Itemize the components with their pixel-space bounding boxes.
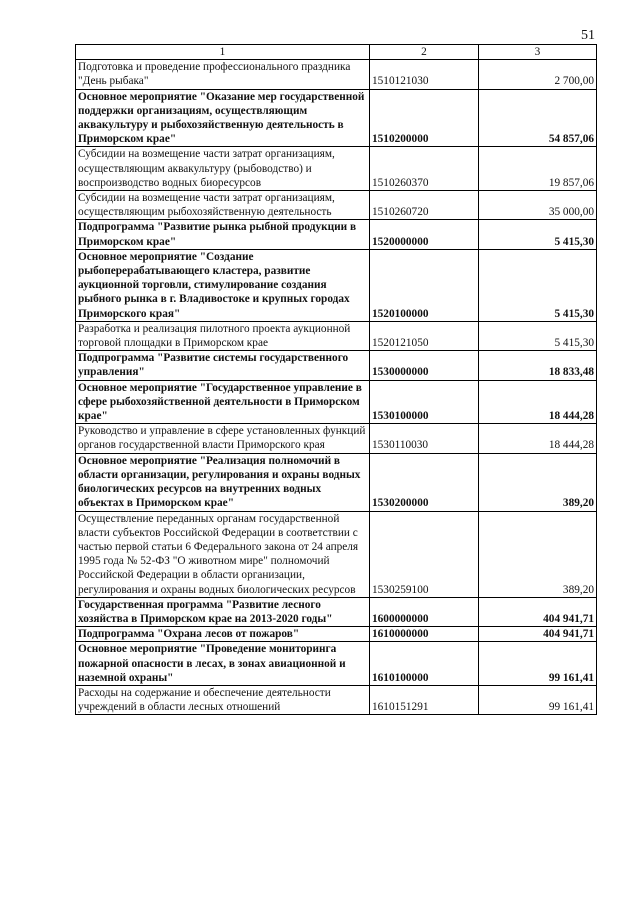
row-code-cell: 1510200000: [370, 89, 479, 147]
table-row: [76, 60, 597, 89]
row-name-cell: Основное мероприятие "Оказание мер государственной поддержки организациям, осуществляющим аквакультуру и рыбохозяйственную деятельность в Приморском крае": [76, 89, 370, 147]
row-code-cell: 1610100000: [370, 642, 479, 686]
row-code-cell: 1520000000: [370, 220, 479, 249]
row-amount-cell: 404 941,71: [479, 597, 597, 626]
row-name-cell: Разработка и реализация пилотного проекта аукционной торговой площадки в Приморском крае: [76, 321, 370, 350]
row-code-cell: 1510260370: [370, 147, 479, 191]
table-row: [76, 249, 597, 321]
table-row: [76, 220, 597, 249]
row-name-cell: Подпрограмма "Развитие рынка рыбной продукции в Приморском крае": [76, 220, 370, 249]
table-row: [76, 424, 597, 453]
row-amount-cell: 5 415,30: [479, 249, 597, 321]
table-row: [76, 321, 597, 350]
row-name-cell: Расходы на содержание и обеспечение деятельности учреждений в области лесных отношений: [76, 685, 370, 714]
row-amount-cell: 5 415,30: [479, 321, 597, 350]
row-amount-cell: 99 161,41: [479, 685, 597, 714]
column-header-2: 2: [370, 45, 479, 60]
row-amount-cell: 19 857,06: [479, 147, 597, 191]
row-code-cell: 1510260720: [370, 191, 479, 220]
table-header-row: [76, 45, 597, 60]
table-row: [76, 89, 597, 147]
row-amount-cell: 18 444,28: [479, 424, 597, 453]
row-name-cell: Основное мероприятие "Реализация полномочий в области организации, регулирования и охраны водных биологических ресурсов на внутренних водных объектах в Приморском крае": [76, 453, 370, 511]
row-amount-cell: 389,20: [479, 453, 597, 511]
row-code-cell: 1610000000: [370, 627, 479, 642]
row-amount-cell: 35 000,00: [479, 191, 597, 220]
page-number: 51: [581, 28, 595, 43]
row-name-cell: Руководство и управление в сфере установленных функций органов государственной власти Приморского края: [76, 424, 370, 453]
table-row: [76, 453, 597, 511]
row-amount-cell: 18 833,48: [479, 351, 597, 380]
budget-table: [75, 44, 597, 715]
row-code-cell: 1530259100: [370, 511, 479, 597]
table-row: [76, 642, 597, 686]
table-row: [76, 147, 597, 191]
table-row: [76, 351, 597, 380]
row-amount-cell: 18 444,28: [479, 380, 597, 424]
column-header-1: 1: [76, 45, 370, 60]
table-row: [76, 191, 597, 220]
row-code-cell: 1520121050: [370, 321, 479, 350]
row-name-cell: Подпрограмма "Развитие системы государственного управления": [76, 351, 370, 380]
row-name-cell: Подготовка и проведение профессионального праздника "День рыбака": [76, 60, 370, 89]
row-code-cell: 1600000000: [370, 597, 479, 626]
row-amount-cell: 2 700,00: [479, 60, 597, 89]
row-code-cell: 1530200000: [370, 453, 479, 511]
row-code-cell: 1530100000: [370, 380, 479, 424]
row-name-cell: Основное мероприятие "Государственное управление в сфере рыбохозяйственной деятельности в Приморском крае": [76, 380, 370, 424]
row-name-cell: Подпрограмма "Охрана лесов от пожаров": [76, 627, 370, 642]
row-code-cell: 1530110030: [370, 424, 479, 453]
row-amount-cell: 5 415,30: [479, 220, 597, 249]
row-amount-cell: 389,20: [479, 511, 597, 597]
row-code-cell: 1530000000: [370, 351, 479, 380]
table-row: [76, 597, 597, 626]
row-amount-cell: 54 857,06: [479, 89, 597, 147]
row-name-cell: Субсидии на возмещение части затрат организациям, осуществляющим рыбохозяйственную деятельность: [76, 191, 370, 220]
row-code-cell: 1510121030: [370, 60, 479, 89]
table-row: [76, 685, 597, 714]
row-name-cell: Осуществление переданных органам государственной власти субъектов Российской Федерации в соответствии с частью первой статьи 6 Федерального закона от 24 апреля 1995 года № 52-ФЗ "О животном мире" полномочий Российской Федерации в области организации, регулирования и охраны водных биологических ресурсов: [76, 511, 370, 597]
row-name-cell: Основное мероприятие "Проведение мониторинга пожарной опасности в лесах, в зонах авиационной и наземной охраны": [76, 642, 370, 686]
row-code-cell: 1610151291: [370, 685, 479, 714]
row-name-cell: Основное мероприятие "Создание рыбоперерабатывающего кластера, развитие аукционной торговли, стимулирование создания рыбного рынка в г. Владивостоке и крупных городах Приморского края": [76, 249, 370, 321]
table-row: [76, 627, 597, 642]
column-header-3: 3: [479, 45, 597, 60]
row-amount-cell: 99 161,41: [479, 642, 597, 686]
row-code-cell: 1520100000: [370, 249, 479, 321]
row-name-cell: Субсидии на возмещение части затрат организациям, осуществляющим аквакультуру (рыбоводство) и воспроизводство водных биоресурсов: [76, 147, 370, 191]
table-row: [76, 511, 597, 597]
row-name-cell: Государственная программа "Развитие лесного хозяйства в Приморском крае на 2013-2020 годы": [76, 597, 370, 626]
table-row: [76, 380, 597, 424]
row-amount-cell: 404 941,71: [479, 627, 597, 642]
